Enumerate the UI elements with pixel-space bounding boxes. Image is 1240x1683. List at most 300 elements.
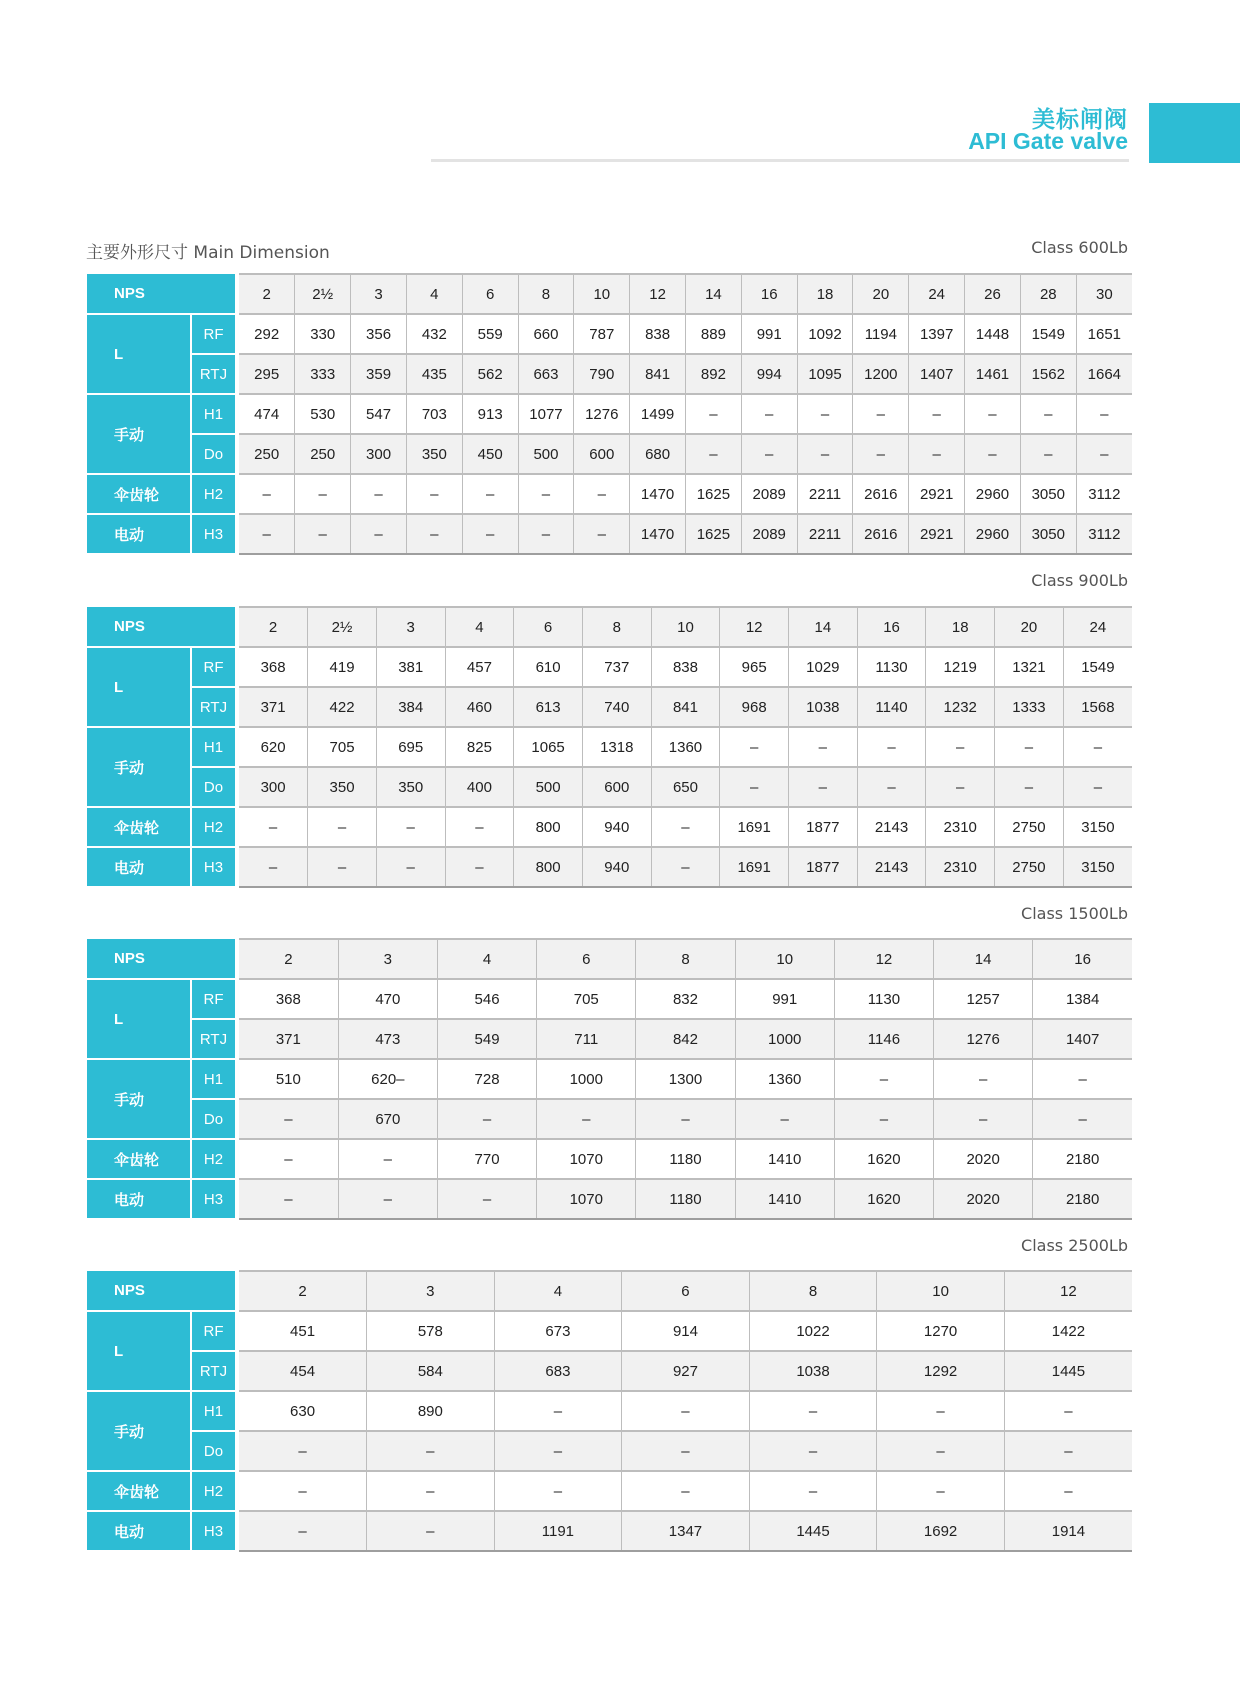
table-row-h3: [87, 1511, 1132, 1551]
row-group-label-bevel: 伞齿轮: [87, 474, 191, 514]
table-cell-rtj: 584: [367, 1351, 495, 1391]
row-sub-label-h2: H2: [191, 1471, 235, 1511]
row-label-nps: NPS: [87, 607, 235, 647]
row-label-nps: NPS: [87, 274, 235, 314]
row-group-label-electric: 电动: [87, 1511, 191, 1551]
row-sub-label-h2: H2: [191, 1139, 235, 1179]
table-cell-nps: 12: [834, 939, 933, 979]
table-cell-nps: 2: [239, 939, 338, 979]
table-cell-nps: 14: [934, 939, 1033, 979]
table-cell-nps: 10: [877, 1271, 1005, 1311]
row-sub-label-h1: H1: [191, 727, 235, 767]
table-cell-rf: 832: [636, 979, 735, 1019]
table-row-h2: [87, 1139, 1132, 1179]
table-cell-h3: –: [574, 514, 630, 554]
table-cell-h1: –: [1033, 1059, 1132, 1099]
table-row-h1: [87, 394, 1132, 434]
table-cell-rtj: 1140: [857, 687, 926, 727]
table-cell-rtj: 927: [622, 1351, 750, 1391]
table-cell-rtj: 562: [462, 354, 518, 394]
table-cell-rtj: 683: [494, 1351, 622, 1391]
table-cell-do: 600: [582, 767, 651, 807]
page-title-en: API Gate valve: [968, 128, 1128, 154]
table-row-rf: [87, 979, 1132, 1019]
table-cell-nps: 6: [622, 1271, 750, 1311]
table-cell-nps: 4: [406, 274, 462, 314]
table-cell-h3: 2180: [1033, 1179, 1132, 1219]
table-cell-nps: 8: [749, 1271, 877, 1311]
table-cell-do: –: [735, 1099, 834, 1139]
table-cell-h1: –: [853, 394, 909, 434]
table-cell-rf: 368: [239, 647, 308, 687]
row-sub-label-h3: H3: [191, 1179, 235, 1219]
table-row-rtj: [87, 354, 1132, 394]
table-cell-h1: 510: [239, 1059, 338, 1099]
row-sub-label-h3: H3: [191, 847, 235, 887]
row-group-label-bevel: 伞齿轮: [87, 1139, 191, 1179]
table-cell-h1: 1360: [735, 1059, 834, 1099]
table-cell-do: –: [622, 1431, 750, 1471]
row-sub-label-rf: RF: [191, 647, 235, 687]
table-cell-do: 680: [630, 434, 686, 474]
table-cell-h3: 3150: [1063, 847, 1132, 887]
table-row-nps: [87, 939, 1132, 979]
row-sub-label-rtj: RTJ: [191, 1351, 235, 1391]
table-row-rf: [87, 1311, 1132, 1351]
table-cell-do: 350: [308, 767, 377, 807]
table-cell-h2: 3112: [1076, 474, 1132, 514]
table-cell-rtj: 842: [636, 1019, 735, 1059]
dimension-table-1500: [87, 938, 1132, 1220]
table-cell-rf: 1384: [1033, 979, 1132, 1019]
table-cell-h2: 2143: [857, 807, 926, 847]
table-cell-h2: 2616: [853, 474, 909, 514]
table-cell-rf: 737: [582, 647, 651, 687]
table-cell-rf: 914: [622, 1311, 750, 1351]
table-cell-h1: 728: [437, 1059, 536, 1099]
table-cell-rtj: 473: [338, 1019, 437, 1059]
table-cell-h3: –: [239, 514, 295, 554]
table-cell-h3: –: [406, 514, 462, 554]
table-cell-h3: 1470: [630, 514, 686, 554]
table-cell-rf: 705: [537, 979, 636, 1019]
table-cell-h1: 1318: [582, 727, 651, 767]
table-cell-rf: 368: [239, 979, 338, 1019]
table-cell-h1: 530: [295, 394, 351, 434]
table-cell-nps: 28: [1020, 274, 1076, 314]
table-cell-rtj: 1000: [735, 1019, 834, 1059]
row-group-label-manual: 手动: [87, 1059, 191, 1139]
table-cell-rtj: 841: [630, 354, 686, 394]
table-cell-rf: 1422: [1004, 1311, 1132, 1351]
table-cell-rtj: 711: [537, 1019, 636, 1059]
table-cell-h3: 3112: [1076, 514, 1132, 554]
table-cell-nps: 20: [853, 274, 909, 314]
table-cell-rf: 610: [514, 647, 583, 687]
table-cell-h2: 800: [514, 807, 583, 847]
table-row-nps: [87, 1271, 1132, 1311]
table-cell-h3: 2921: [909, 514, 965, 554]
table-cell-rtj: 1568: [1063, 687, 1132, 727]
table-cell-h2: 2211: [797, 474, 853, 514]
table-cell-do: –: [853, 434, 909, 474]
table-cell-rtj: 663: [518, 354, 574, 394]
table-cell-nps: 12: [720, 607, 789, 647]
table-cell-h2: –: [445, 807, 514, 847]
table-cell-nps: 16: [857, 607, 926, 647]
table-cell-rtj: 1095: [797, 354, 853, 394]
table-cell-do: –: [934, 1099, 1033, 1139]
table-row-do: [87, 1099, 1132, 1139]
table-cell-rf: 787: [574, 314, 630, 354]
table-cell-h2: 2960: [965, 474, 1021, 514]
table-cell-do: –: [789, 767, 858, 807]
table-cell-rf: 1130: [834, 979, 933, 1019]
table-cell-do: –: [834, 1099, 933, 1139]
row-group-label-electric: 电动: [87, 514, 191, 554]
table-cell-nps: 18: [926, 607, 995, 647]
table-row-rtj: [87, 1019, 1132, 1059]
row-sub-label-h2: H2: [191, 807, 235, 847]
table-cell-h3: 1625: [686, 514, 742, 554]
row-sub-label-rtj: RTJ: [191, 687, 235, 727]
table-cell-nps: 2: [239, 1271, 367, 1311]
table-cell-rf: 1321: [995, 647, 1064, 687]
table-cell-do: –: [749, 1431, 877, 1471]
table-cell-nps: 3: [367, 1271, 495, 1311]
table-row-h2: [87, 807, 1132, 847]
table-cell-h3: 940: [582, 847, 651, 887]
table-cell-h2: –: [239, 1139, 338, 1179]
row-sub-label-do: Do: [191, 767, 235, 807]
table-cell-h1: 547: [351, 394, 407, 434]
table-cell-rtj: 371: [239, 1019, 338, 1059]
table-cell-rtj: 384: [376, 687, 445, 727]
row-group-label-manual: 手动: [87, 394, 191, 474]
table-cell-do: –: [909, 434, 965, 474]
table-cell-nps: 26: [965, 274, 1021, 314]
table-cell-h2: 1470: [630, 474, 686, 514]
table-cell-h1: 695: [376, 727, 445, 767]
table-cell-nps: 24: [909, 274, 965, 314]
table-cell-nps: 10: [735, 939, 834, 979]
row-group-label-bevel: 伞齿轮: [87, 1471, 191, 1511]
table-cell-rf: 546: [437, 979, 536, 1019]
table-cell-do: –: [741, 434, 797, 474]
table-cell-h3: 2211: [797, 514, 853, 554]
table-cell-do: –: [995, 767, 1064, 807]
table-cell-h2: –: [239, 807, 308, 847]
table-cell-nps: 12: [630, 274, 686, 314]
table-cell-h2: –: [376, 807, 445, 847]
table-cell-do: 350: [406, 434, 462, 474]
table-cell-nps: 6: [462, 274, 518, 314]
table-cell-rtj: 371: [239, 687, 308, 727]
row-group-label-electric: 电动: [87, 847, 191, 887]
table-cell-h1: –: [789, 727, 858, 767]
table-cell-h2: 1877: [789, 807, 858, 847]
header-rule: [431, 159, 1129, 162]
table-cell-rf: 451: [239, 1311, 367, 1351]
table-cell-h2: –: [651, 807, 720, 847]
row-sub-label-h1: H1: [191, 1391, 235, 1431]
table-cell-rf: 1397: [909, 314, 965, 354]
table-cell-rtj: 435: [406, 354, 462, 394]
table-cell-rf: 991: [741, 314, 797, 354]
table-cell-rf: 965: [720, 647, 789, 687]
table-cell-rf: 419: [308, 647, 377, 687]
table-cell-h3: 2960: [965, 514, 1021, 554]
row-sub-label-rtj: RTJ: [191, 1019, 235, 1059]
table-cell-rf: 1092: [797, 314, 853, 354]
table-cell-h1: –: [1020, 394, 1076, 434]
table-cell-rf: 838: [630, 314, 686, 354]
table-cell-h2: 2310: [926, 807, 995, 847]
table-cell-h1: –: [877, 1391, 1005, 1431]
table-cell-h2: –: [295, 474, 351, 514]
table-cell-h2: 2020: [934, 1139, 1033, 1179]
table-row-h3: [87, 847, 1132, 887]
table-cell-do: –: [857, 767, 926, 807]
table-cell-h3: 1347: [622, 1511, 750, 1551]
table-row-do: [87, 1431, 1132, 1471]
table-cell-do: 400: [445, 767, 514, 807]
table-row-rf: [87, 647, 1132, 687]
table-cell-rf: 1029: [789, 647, 858, 687]
table-cell-rf: 1549: [1063, 647, 1132, 687]
table-row-nps: [87, 274, 1132, 314]
table-cell-do: 500: [518, 434, 574, 474]
table-cell-rf: 1270: [877, 1311, 1005, 1351]
row-sub-label-rf: RF: [191, 1311, 235, 1351]
table-cell-rtj: 994: [741, 354, 797, 394]
table-cell-h1: 1360: [651, 727, 720, 767]
row-group-label-electric: 电动: [87, 1179, 191, 1219]
table-cell-do: 450: [462, 434, 518, 474]
dimension-table-2500: [87, 1270, 1132, 1552]
table-cell-rf: 1219: [926, 647, 995, 687]
table-cell-h1: –: [622, 1391, 750, 1431]
table-cell-nps: 30: [1076, 274, 1132, 314]
row-group-label-bevel: 伞齿轮: [87, 807, 191, 847]
table-cell-h1: –: [494, 1391, 622, 1431]
table-cell-rf: 1448: [965, 314, 1021, 354]
table-cell-rtj: 1200: [853, 354, 909, 394]
table-cell-h2: 2089: [741, 474, 797, 514]
table-cell-do: –: [367, 1431, 495, 1471]
table-cell-h2: 3150: [1063, 807, 1132, 847]
page-title-cn: 美标闸阀: [1032, 107, 1128, 133]
table-cell-do: –: [797, 434, 853, 474]
table-cell-h3: –: [239, 1511, 367, 1551]
table-cell-rtj: 841: [651, 687, 720, 727]
table-cell-h3: 2089: [741, 514, 797, 554]
table-cell-h2: –: [462, 474, 518, 514]
table-cell-rf: 1257: [934, 979, 1033, 1019]
row-sub-label-do: Do: [191, 434, 235, 474]
table-cell-rtj: 460: [445, 687, 514, 727]
table-cell-nps: 16: [741, 274, 797, 314]
dimension-table-600: [87, 273, 1132, 555]
table-row-h1: [87, 727, 1132, 767]
table-cell-h2: 1625: [686, 474, 742, 514]
table-cell-h3: 1445: [749, 1511, 877, 1551]
table-cell-nps: 8: [636, 939, 735, 979]
table-cell-h2: 940: [582, 807, 651, 847]
table-cell-h1: 890: [367, 1391, 495, 1431]
table-cell-rtj: 549: [437, 1019, 536, 1059]
row-sub-label-rtj: RTJ: [191, 354, 235, 394]
table-cell-nps: 4: [494, 1271, 622, 1311]
table-cell-do: 670: [338, 1099, 437, 1139]
table-cell-h3: 1070: [537, 1179, 636, 1219]
table-cell-h2: 1180: [636, 1139, 735, 1179]
class-label-600: Class 600Lb: [1031, 238, 1128, 257]
table-cell-nps: 10: [651, 607, 720, 647]
table-cell-h3: –: [308, 847, 377, 887]
table-cell-do: –: [926, 767, 995, 807]
table-cell-h3: 3050: [1020, 514, 1076, 554]
table-cell-h2: 1410: [735, 1139, 834, 1179]
table-cell-h1: 1065: [514, 727, 583, 767]
table-cell-rf: 1130: [857, 647, 926, 687]
table-cell-rtj: 333: [295, 354, 351, 394]
table-cell-rf: 559: [462, 314, 518, 354]
row-label-nps: NPS: [87, 939, 235, 979]
table-cell-rtj: 1038: [789, 687, 858, 727]
table-cell-h3: –: [351, 514, 407, 554]
table-cell-rf: 1651: [1076, 314, 1132, 354]
table-cell-h2: 1691: [720, 807, 789, 847]
table-cell-rtj: 1333: [995, 687, 1064, 727]
table-row-rtj: [87, 687, 1132, 727]
row-sub-label-h3: H3: [191, 514, 235, 554]
table-cell-nps: 8: [582, 607, 651, 647]
table-cell-nps: 14: [686, 274, 742, 314]
table-cell-rtj: 740: [582, 687, 651, 727]
table-cell-h2: –: [622, 1471, 750, 1511]
table-cell-h1: –: [686, 394, 742, 434]
table-cell-rf: 457: [445, 647, 514, 687]
table-row-do: [87, 434, 1132, 474]
table-cell-h1: 630: [239, 1391, 367, 1431]
table-cell-h3: 1691: [720, 847, 789, 887]
table-cell-do: 600: [574, 434, 630, 474]
table-row-rtj: [87, 1351, 1132, 1391]
table-cell-nps: 3: [376, 607, 445, 647]
table-cell-rtj: 1292: [877, 1351, 1005, 1391]
table-row-h2: [87, 1471, 1132, 1511]
table-cell-h1: –: [965, 394, 1021, 434]
table-cell-nps: 24: [1063, 607, 1132, 647]
row-group-label-l: L: [87, 1311, 191, 1391]
table-cell-h1: 1499: [630, 394, 686, 434]
table-cell-do: –: [494, 1431, 622, 1471]
table-cell-nps: 6: [537, 939, 636, 979]
table-cell-h3: 1692: [877, 1511, 1005, 1551]
table-cell-rtj: 1445: [1004, 1351, 1132, 1391]
table-cell-rtj: 1664: [1076, 354, 1132, 394]
table-cell-h3: –: [338, 1179, 437, 1219]
table-cell-h3: 2616: [853, 514, 909, 554]
table-cell-nps: 6: [514, 607, 583, 647]
table-cell-h3: 2310: [926, 847, 995, 887]
table-cell-h1: –: [720, 727, 789, 767]
table-cell-h1: –: [741, 394, 797, 434]
table-cell-h3: –: [239, 847, 308, 887]
table-cell-h1: –: [926, 727, 995, 767]
table-cell-rf: 578: [367, 1311, 495, 1351]
table-cell-h1: –: [797, 394, 853, 434]
row-group-label-l: L: [87, 979, 191, 1059]
table-row-do: [87, 767, 1132, 807]
row-group-label-l: L: [87, 314, 191, 394]
table-cell-h1: 705: [308, 727, 377, 767]
table-cell-rf: 292: [239, 314, 295, 354]
row-sub-label-h2: H2: [191, 474, 235, 514]
table-cell-rf: 991: [735, 979, 834, 1019]
table-cell-h3: –: [376, 847, 445, 887]
section-title: 主要外形尺寸 Main Dimension: [86, 243, 330, 263]
row-label-nps: NPS: [87, 1271, 235, 1311]
dimension-table-900: [87, 606, 1132, 888]
table-cell-h2: –: [877, 1471, 1005, 1511]
table-cell-rtj: 1562: [1020, 354, 1076, 394]
table-cell-do: –: [537, 1099, 636, 1139]
table-cell-rf: 330: [295, 314, 351, 354]
table-cell-rf: 381: [376, 647, 445, 687]
table-cell-h2: 1620: [834, 1139, 933, 1179]
table-cell-rf: 432: [406, 314, 462, 354]
table-cell-nps: 2: [239, 607, 308, 647]
table-cell-rtj: 1407: [1033, 1019, 1132, 1059]
table-row-nps: [87, 607, 1132, 647]
class-label-2500: Class 2500Lb: [1021, 1236, 1128, 1255]
table-cell-rtj: 892: [686, 354, 742, 394]
table-cell-do: 500: [514, 767, 583, 807]
table-cell-h2: –: [518, 474, 574, 514]
table-cell-rtj: 1038: [749, 1351, 877, 1391]
table-cell-nps: 20: [995, 607, 1064, 647]
table-cell-h2: 2921: [909, 474, 965, 514]
table-cell-rf: 838: [651, 647, 720, 687]
table-cell-nps: 3: [338, 939, 437, 979]
table-cell-nps: 18: [797, 274, 853, 314]
table-cell-h1: 1276: [574, 394, 630, 434]
row-sub-label-do: Do: [191, 1099, 235, 1139]
table-cell-do: –: [1076, 434, 1132, 474]
table-cell-h3: 1191: [494, 1511, 622, 1551]
table-cell-h2: 770: [437, 1139, 536, 1179]
table-cell-h1: 825: [445, 727, 514, 767]
table-cell-h1: 1300: [636, 1059, 735, 1099]
class-label-900: Class 900Lb: [1031, 571, 1128, 590]
table-cell-rtj: 1232: [926, 687, 995, 727]
table-cell-rtj: 454: [239, 1351, 367, 1391]
table-cell-rtj: 613: [514, 687, 583, 727]
table-cell-do: 250: [295, 434, 351, 474]
row-group-label-manual: 手动: [87, 1391, 191, 1471]
table-cell-do: 300: [351, 434, 407, 474]
table-cell-h1: –: [909, 394, 965, 434]
table-cell-do: –: [437, 1099, 536, 1139]
table-cell-h3: –: [518, 514, 574, 554]
header-accent-block: [1149, 103, 1240, 163]
table-row-rf: [87, 314, 1132, 354]
table-cell-h2: –: [367, 1471, 495, 1511]
table-cell-h1: 620: [239, 727, 308, 767]
class-label-1500: Class 1500Lb: [1021, 904, 1128, 923]
